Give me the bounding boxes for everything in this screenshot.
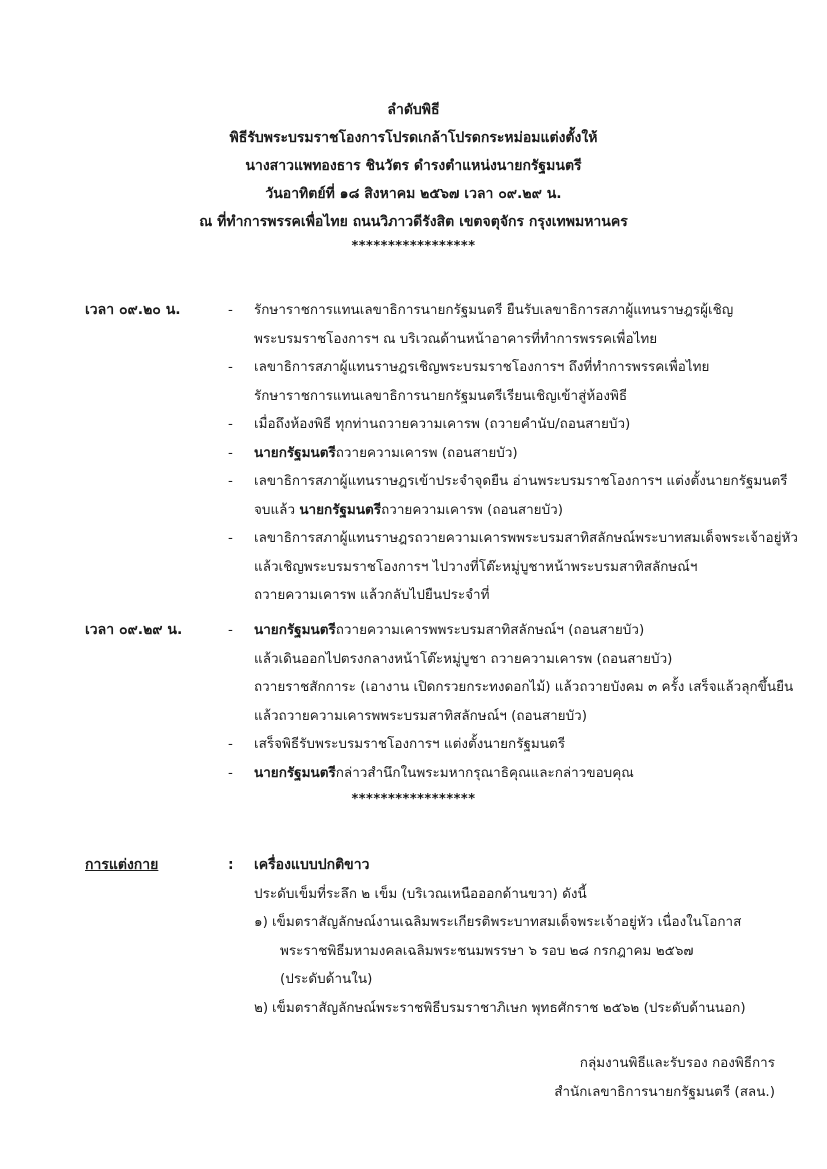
list-item <box>228 730 798 759</box>
header-venue: ณ ที่ทำการพรรคเพื่อไทย ถนนวิภาวดีรังสิต เขตจตุจักร กรุงเทพมหานคร <box>199 214 628 230</box>
item-line: เมื่อถึงห้องพิธี ทุกท่านถวายความเคารพ (ถวายคำนับ/ถอนสายบัว) <box>254 416 631 432</box>
bullet-dash: - <box>228 473 233 489</box>
item-text: ถวายความเคารพ (ถอนสายบัว) <box>381 501 564 518</box>
dress-code-label: การแต่งกาย <box>85 857 159 873</box>
item-line: เลขาธิการสภาผู้แทนราษฎรถวายความเคารพพระบรมสาทิสลักษณ์พระบาทสมเด็จพระเจ้าอยู่หัว <box>254 530 798 546</box>
header-date-time: วันอาทิตย์ที่ ๑๘ สิงหาคม ๒๕๖๗ เวลา ๐๙.๒๙ น. <box>265 186 562 202</box>
list-item <box>228 759 798 788</box>
item-number: ๒) <box>254 999 269 1016</box>
time-label-1: เวลา ๐๙.๒๐ น. <box>85 302 181 318</box>
list-item <box>228 524 798 610</box>
item-line: ถวายความเคารพ แล้วกลับไปยืนประจำที่ <box>254 587 490 603</box>
footer-division: กลุ่มงานพิธีและรับรอง กองพิธีการ <box>579 1055 775 1071</box>
header-ceremony-name: พิธีรับพระบรมราชโองการโปรดเกล้าโปรดกระหม่อมแต่งตั้งให้ <box>229 130 598 146</box>
list-item <box>228 353 798 410</box>
item-line: รักษาราชการแทนเลขาธิการนายกรัฐมนตรี ยืนรับเลขาธิการสภาผู้แทนราษฎรผู้เชิญ <box>254 302 734 318</box>
item-text: ถวายความเคารพ (ถอนสายบัว) <box>335 444 518 461</box>
item-line: (ประดับด้านใน) <box>280 971 373 987</box>
bullet-dash: - <box>228 302 233 318</box>
item-line: เข็มตราสัญลักษณ์พระราชพิธีบรมราชาภิเษก พุทธศักราช ๒๕๖๒ (ประดับด้านนอก) <box>272 999 746 1016</box>
item-number: ๑) <box>254 914 268 930</box>
bullet-dash: - <box>228 764 233 781</box>
dress-code-colon: : <box>228 857 234 873</box>
item-line: เสร็จพิธีรับพระบรมราชโองการฯ แต่งตั้งนายกรัฐมนตรี <box>254 736 566 752</box>
prime-minister-label: นายกรัฐมนตรี <box>254 764 336 781</box>
list-item <box>228 439 798 468</box>
list-item <box>254 908 794 994</box>
list-item <box>228 616 798 730</box>
bullet-dash: - <box>228 622 233 638</box>
footer-office: สำนักเลขาธิการนายกรัฐมนตรี (สลน.) <box>554 1084 775 1100</box>
header-appointee: นางสาวแพทองธาร ชินวัตร ดำรงตำแหน่งนายกรัฐมนตรี <box>245 158 582 174</box>
list-item <box>228 467 798 524</box>
schedule-block-2 <box>228 616 798 787</box>
item-text: จบแล้ว <box>254 501 300 518</box>
document-header <box>0 96 827 258</box>
list-item <box>228 296 798 353</box>
header-title: ลำดับพิธี <box>387 102 440 118</box>
bullet-dash: - <box>228 416 233 432</box>
item-text: กล่าวสำนึกในพระมหากรุณาธิคุณและกล่าวขอบคุณ <box>335 764 634 781</box>
schedule-block-1 <box>228 296 798 610</box>
dress-code-section <box>254 851 794 1022</box>
bullet-dash: - <box>228 530 233 546</box>
bullet-dash: - <box>228 736 233 752</box>
item-line: เลขาธิการสภาผู้แทนราษฎรเชิญพระบรมราชโองการฯ ถึงที่ทำการพรรคเพื่อไทย <box>254 359 710 375</box>
prime-minister-label: นายกรัฐมนตรี <box>299 501 382 518</box>
item-line: แล้วเชิญพระบรมราชโองการฯ ไปวางที่โต๊ะหมู่บูชาหน้าพระบรมสาทิสลักษณ์ฯ <box>254 558 698 575</box>
bullet-dash: - <box>228 359 233 375</box>
time-label-2: เวลา ๐๙.๒๙ น. <box>85 622 183 638</box>
item-line: แล้วถวายความเคารพพระบรมสาทิสลักษณ์ฯ (ถอนสายบัว) <box>254 707 588 724</box>
schedule-separator: ***************** <box>351 792 476 807</box>
prime-minister-label: นายกรัฐมนตรี <box>254 444 336 461</box>
bullet-dash: - <box>228 444 233 461</box>
list-item <box>228 410 798 439</box>
dress-code-subtitle: ประดับเข็มที่ระลึก ๒ เข็ม (บริเวณเหนือออกด้านขวา) ดังนี้ <box>254 885 587 902</box>
header-separator: ***************** <box>351 239 476 254</box>
item-line: พระบรมราชโองการฯ ณ บริเวณด้านหน้าอาคารที่ทำการพรรคเพื่อไทย <box>254 330 658 347</box>
item-line: ถวายราชสักการะ (เอางาน เปิดกรวยกระทงดอกไม้) แล้วถวายบังคม ๓ ครั้ง เสร็จแล้วลุกขึ้นยืน <box>254 679 794 695</box>
item-line: เลขาธิการสภาผู้แทนราษฎรเข้าประจำจุดยืน อ่านพระบรมราชโองการฯ แต่งตั้งนายกรัฐมนตรี <box>254 473 788 489</box>
dress-code-title: เครื่องแบบปกติขาว <box>254 857 370 873</box>
item-line: รักษาราชการแทนเลขาธิการนายกรัฐมนตรีเรียนเชิญเข้าสู่ห้องพิธี <box>254 387 628 404</box>
item-line: แล้วเดินออกไปตรงกลางหน้าโต๊ะหมู่บูชา ถวายความเคารพ (ถอนสายบัว) <box>254 650 673 667</box>
prime-minister-label: นายกรัฐมนตรี <box>254 622 336 638</box>
document-footer <box>554 1049 775 1107</box>
item-line: เข็มตราสัญลักษณ์งานเฉลิมพระเกียรติพระบาทสมเด็จพระเจ้าอยู่หัว เนื่องในโอกาส <box>272 914 742 930</box>
list-item <box>254 994 794 1023</box>
item-text: ถวายความเคารพพระบรมสาทิสลักษณ์ฯ (ถอนสายบัว) <box>335 622 645 638</box>
item-line: พระราชพิธีมหามงคลเฉลิมพระชนมพรรษา ๖ รอบ ๒๘ กรกฎาคม ๒๕๖๗ <box>280 942 694 959</box>
